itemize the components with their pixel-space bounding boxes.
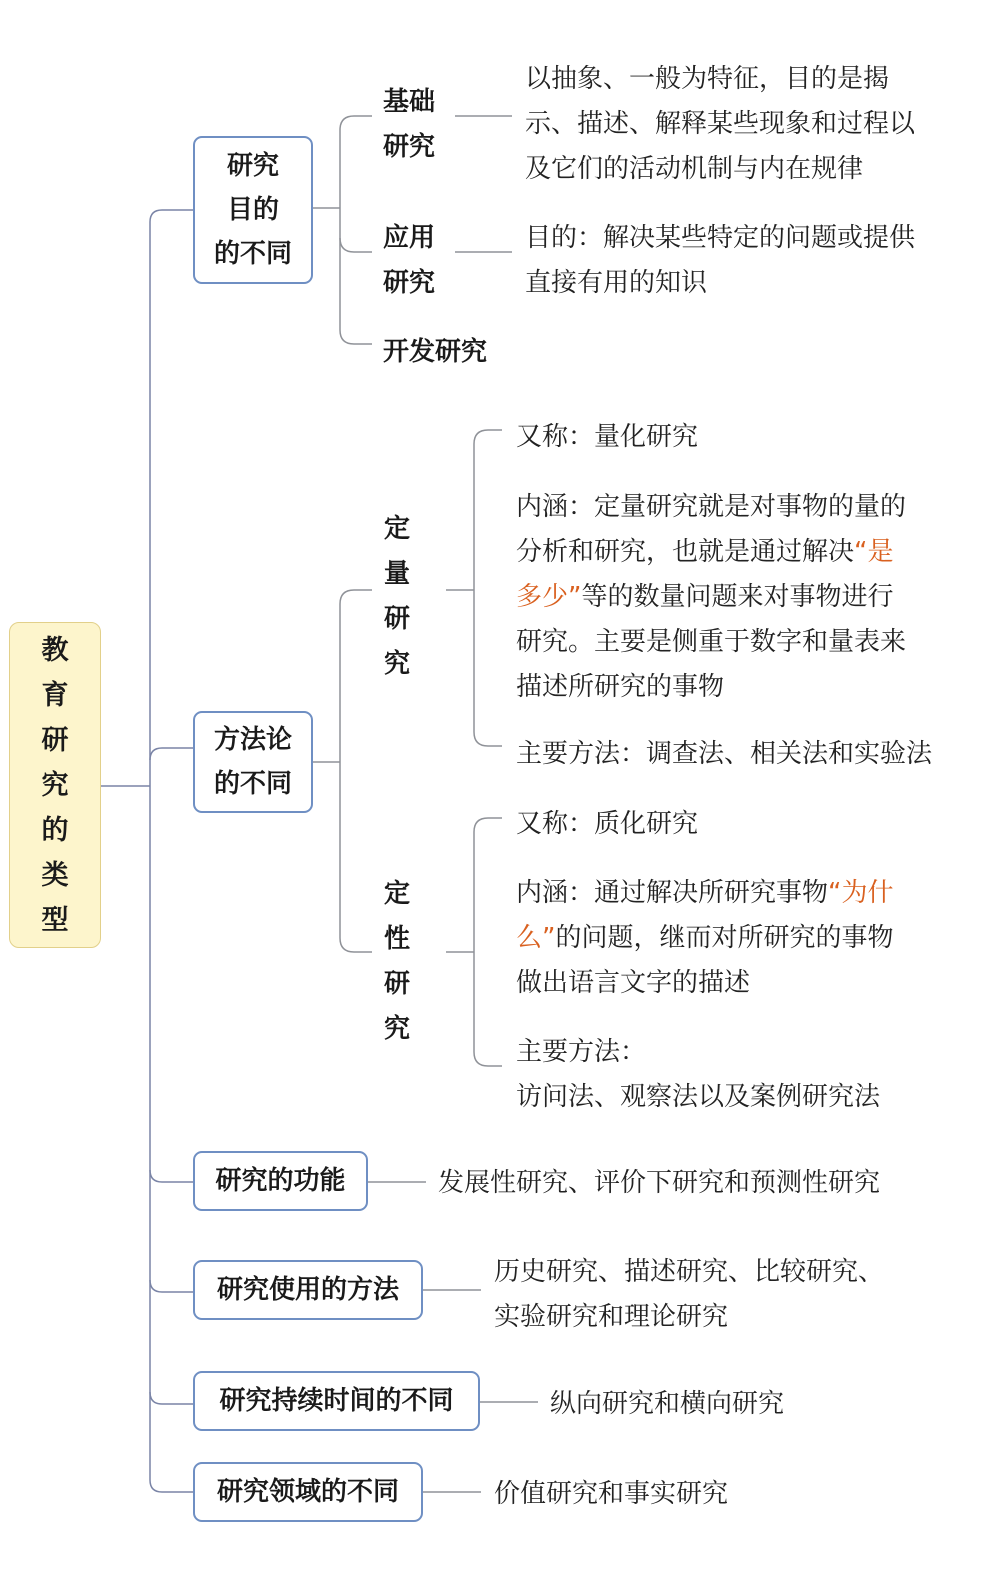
label-char: 究 [383,1014,410,1044]
desc-line: 访问法、观察法以及案例研究法 [516,1082,881,1112]
quantitative-meaning [516,485,906,710]
label-line: 研究 [383,268,436,298]
node-duration: 研究持续时间的不同 [193,1371,480,1431]
quantitative-methods: 主要方法：调查法、相关法和实验法 [516,739,933,769]
desc-basic-research [525,57,915,192]
desc-applied-research [525,216,915,306]
root-char: 的 [41,814,69,846]
highlight-text: 么” [516,923,556,953]
node-purpose-line: 目的 [226,195,279,225]
label-line: 基础 [383,87,436,117]
highlight-text: 多少” [516,582,582,612]
desc-line: 研究。主要是侧重于数字和量表来 [516,627,907,657]
desc-line: 及它们的活动机制与内在规律 [525,154,864,184]
node-function: 研究的功能 [193,1151,368,1211]
label-char: 量 [383,559,410,589]
node-domain: 研究领域的不同 [193,1462,423,1522]
desc-text: 内涵：通过解决所研究事物 [516,878,829,908]
highlight-text: “为什 [828,878,894,908]
node-methods-used: 研究使用的方法 [193,1260,423,1320]
label-char: 性 [383,924,410,954]
label-quantitative [382,507,412,687]
label-char: 研 [383,969,410,999]
desc-line [516,916,894,961]
label-basic-research [383,80,435,170]
desc-text: 的问题，继而对所研究的事物 [555,923,894,953]
desc-duration: 纵向研究和横向研究 [550,1389,785,1419]
desc-line: 实验研究和理论研究 [494,1302,729,1332]
root-char: 研 [41,724,69,756]
desc-line: 做出语言文字的描述 [516,968,751,998]
desc-function: 发展性研究、评价下研究和预测性研究 [438,1168,881,1198]
node-methodology-line: 方法论 [213,725,292,755]
label-line: 研究 [383,132,436,162]
node-purpose-line: 的不同 [213,239,292,269]
desc-line: 描述所研究的事物 [516,672,725,702]
desc-text: 等的数量问题来对事物进行 [581,582,894,612]
root-char: 教 [41,634,69,666]
root-char: 类 [41,859,69,891]
root-char: 究 [41,769,69,801]
desc-methods-used [494,1250,884,1340]
qualitative-meaning [516,871,894,1006]
label-char: 究 [383,649,410,679]
desc-line: 历史研究、描述研究、比较研究、 [494,1257,885,1287]
desc-line: 直接有用的知识 [525,268,708,298]
desc-line: 目的：解决某些特定的问题或提供 [525,223,916,253]
desc-line: 内涵：定量研究就是对事物的量的 [516,492,907,522]
label-char: 研 [383,604,410,634]
qualitative-alias: 又称：质化研究 [516,809,699,839]
label-line: 应用 [383,223,436,253]
node-methodology [193,711,313,813]
root-node [9,622,101,948]
label-applied-research [383,216,435,306]
node-purpose-line: 研究 [226,151,279,181]
node-purpose [193,136,313,284]
root-char: 育 [41,679,69,711]
desc-line [516,530,906,575]
desc-line [516,871,894,916]
desc-text: 分析和研究，也就是通过解决 [516,537,855,567]
label-development-research: 开发研究 [383,337,488,367]
desc-line [516,575,906,620]
quantitative-alias: 又称：量化研究 [516,422,699,452]
desc-line: 以抽象、一般为特征，目的是揭 [525,64,890,94]
label-qualitative [382,872,412,1052]
desc-domain: 价值研究和事实研究 [494,1479,729,1509]
label-char: 定 [383,879,410,909]
desc-line: 主要方法： [516,1037,647,1067]
qualitative-methods [516,1030,880,1120]
desc-line: 示、描述、解释某些现象和过程以 [525,109,916,139]
root-char: 型 [41,904,69,936]
highlight-text: “是 [854,537,894,567]
label-char: 定 [383,514,410,544]
node-methodology-line: 的不同 [213,769,292,799]
